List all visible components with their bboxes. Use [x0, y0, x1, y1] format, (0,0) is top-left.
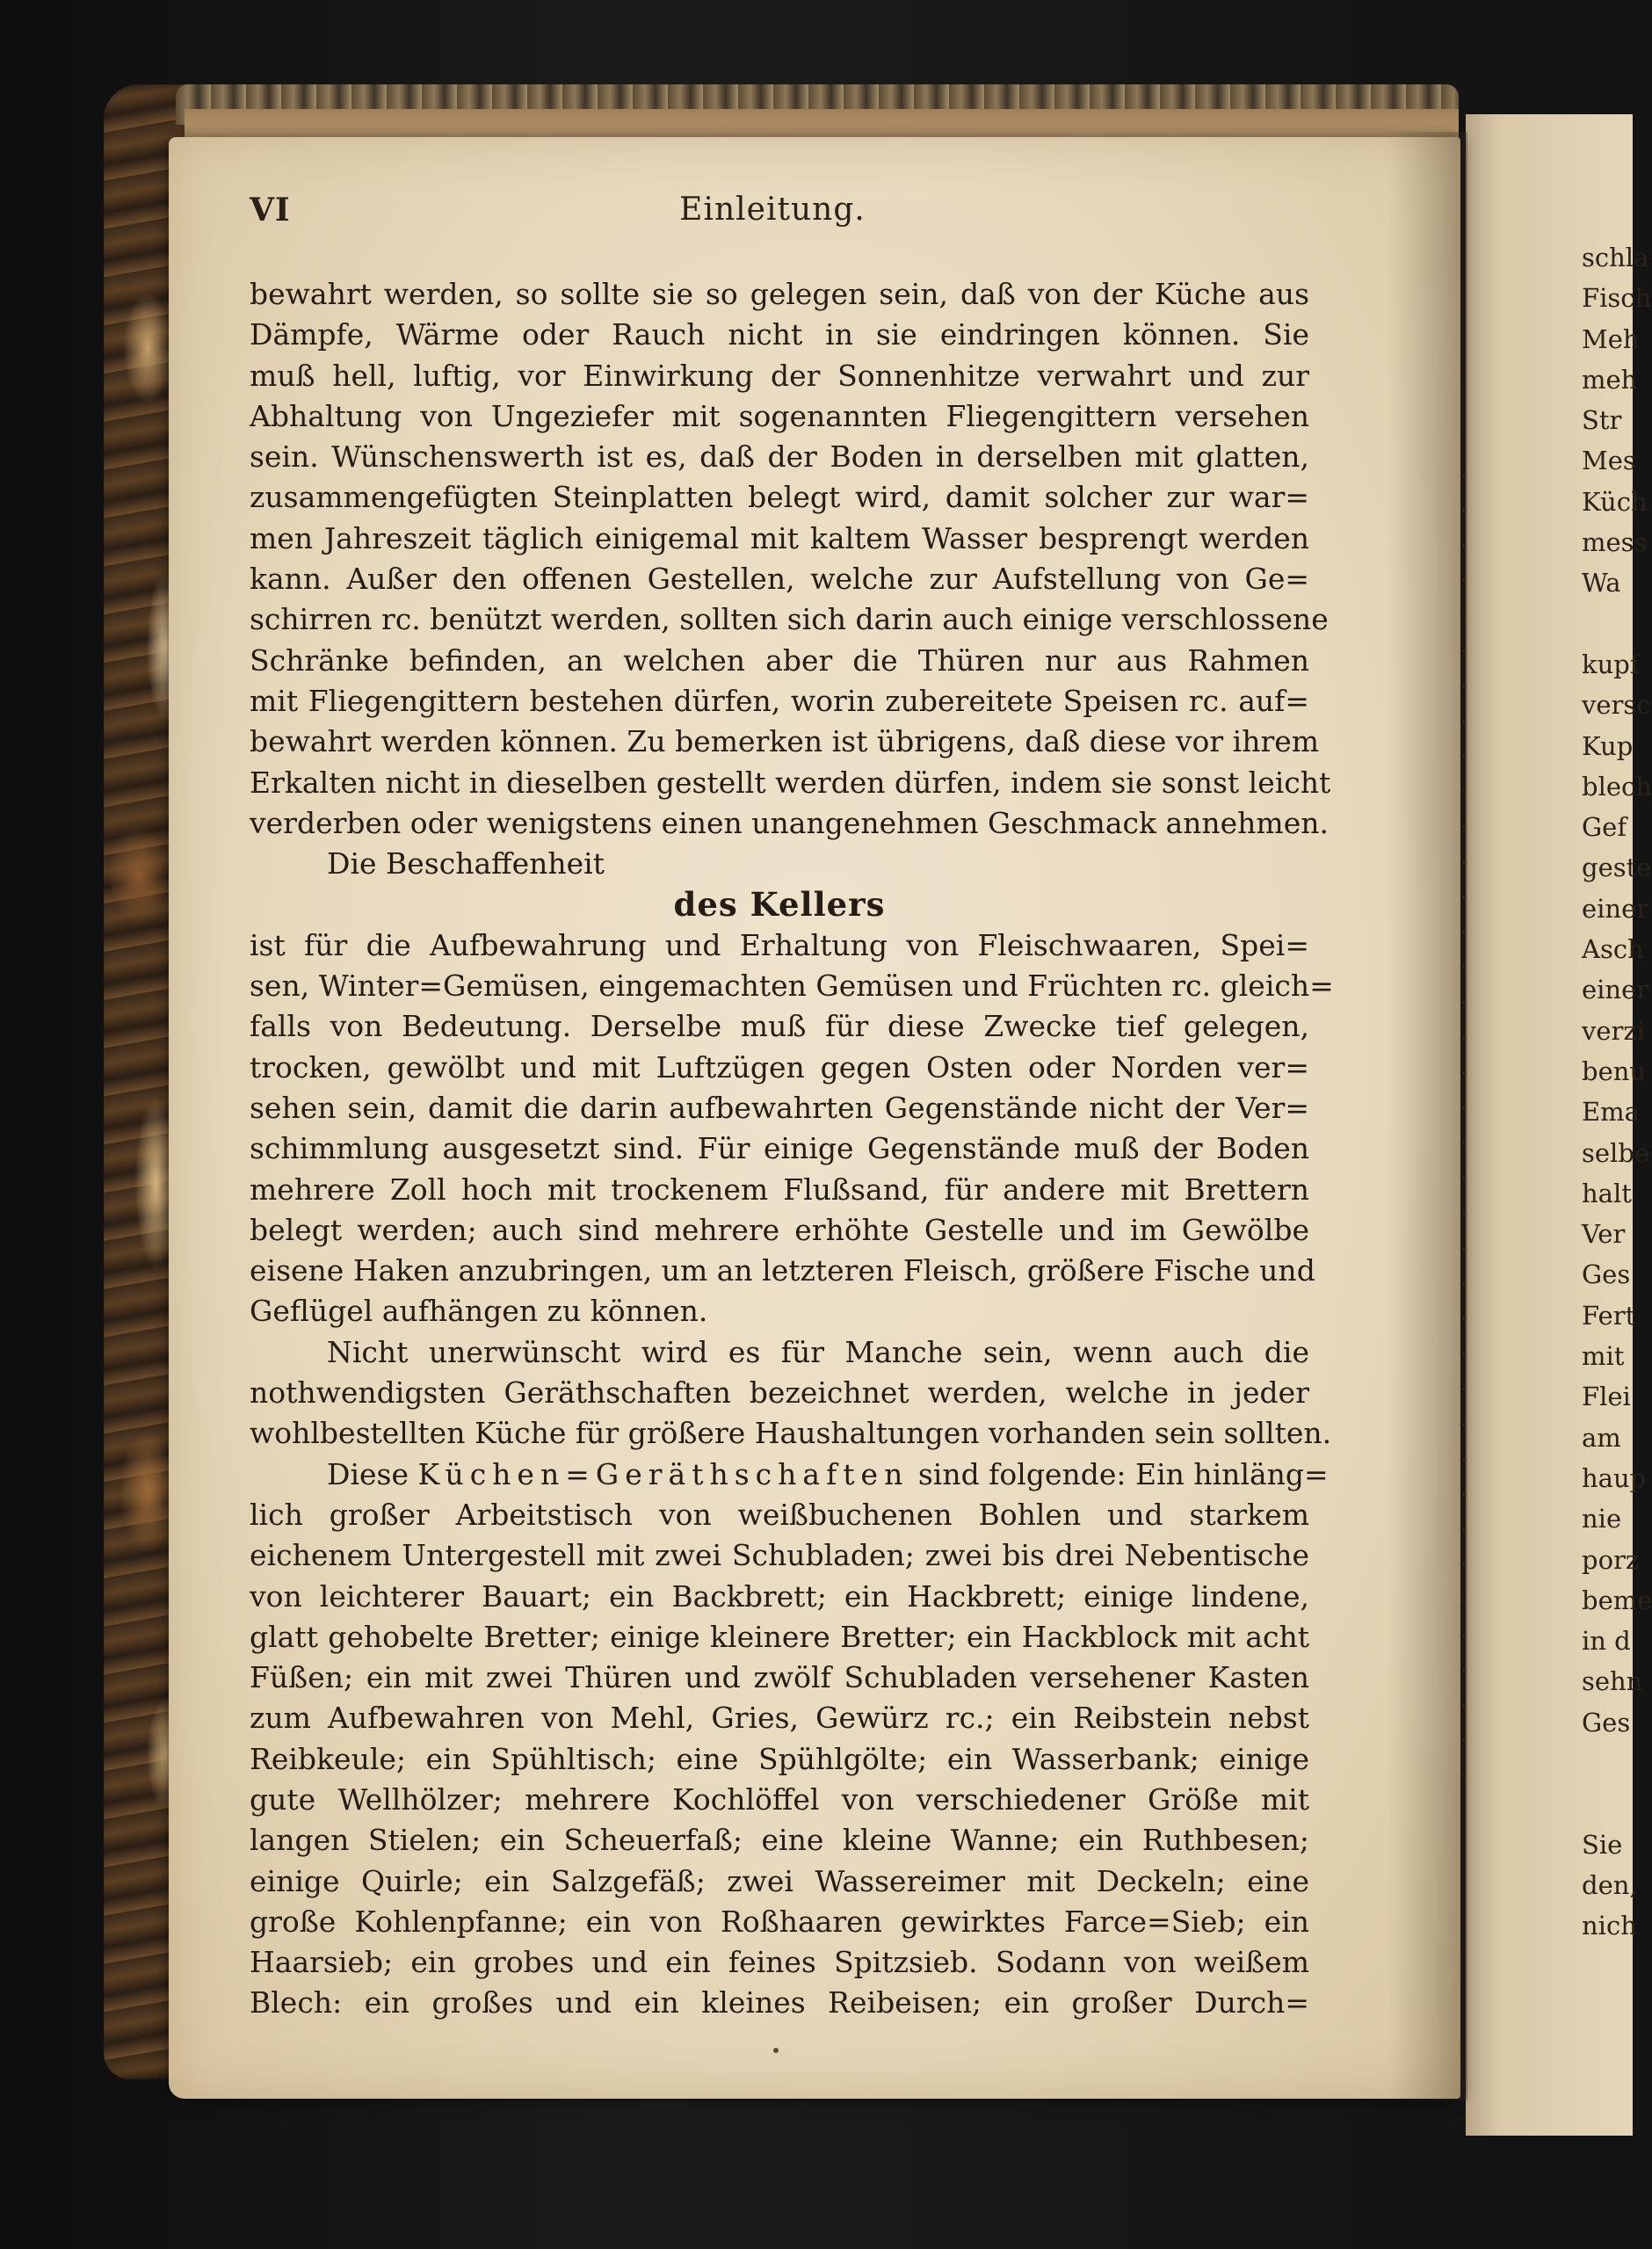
text-line: Die Beschaffenheit: [327, 846, 605, 881]
text-line: bewahrt werden können. Zu bemerken ist übrigens, daß diese vor ihrem: [250, 724, 1320, 759]
facing-line: am: [1582, 1422, 1621, 1453]
facing-line: blech: [1582, 771, 1652, 802]
text-line: von leichterer Bauart; ein Backbrett; ein Hackbrett; einige lindene,: [250, 1578, 1309, 1614]
facing-line: halt: [1582, 1178, 1632, 1208]
text-line: Dämpfe, Wärme oder Rauch nicht in sie eindringen können. Sie: [250, 317, 1309, 352]
facing-line: sehn: [1582, 1666, 1643, 1697]
text-line: nothwendigsten Geräthschaften bezeichnet werden, welche in jeder: [250, 1375, 1309, 1411]
ink-speck: [773, 2048, 779, 2053]
text-line: belegt werden; auch sind mehrere erhöhte Gestelle und im Gewölbe: [250, 1212, 1309, 1247]
facing-line: Gef: [1582, 812, 1627, 843]
text-line: zum Aufbewahren von Mehl, Gries, Gewürz rc.; ein Reibstein nebst: [250, 1701, 1309, 1736]
facing-page-text: [1582, 237, 1652, 1946]
text-line: [250, 1455, 1329, 1495]
facing-line: Ema: [1582, 1097, 1640, 1128]
facing-line: mess: [1582, 527, 1648, 558]
facing-line: Fisch: [1582, 283, 1652, 314]
text-line: bewahrt werden, so sollte sie so gelegen sein, daß von der Küche aus: [250, 277, 1309, 311]
facing-gap: [1582, 1743, 1633, 1783]
text-line: eisene Haken anzubringen, um an letzteren Fleisch, größere Fische und: [250, 1253, 1315, 1288]
facing-line: verzi: [1582, 1015, 1645, 1046]
facing-line: selbe: [1582, 1137, 1650, 1168]
text-line: kann. Außer den offenen Gestellen, welche zur Aufstellung von Ge=: [250, 562, 1309, 597]
text-line: verderben oder wenigstens einen unangenehmen Geschmack annehmen.: [250, 805, 1329, 840]
facing-line: Sie: [1582, 1829, 1623, 1860]
facing-line: Flei: [1582, 1382, 1631, 1412]
running-head: Einleitung.: [679, 192, 866, 228]
text-line: Nicht unerwünscht wird es für Manche sein, wenn auch die: [327, 1334, 1309, 1369]
text-line: Reibkeule; ein Spühltisch; eine Spühlgölte; ein Wasserbank; einige: [250, 1741, 1309, 1776]
text-line: schirren rc. benützt werden, sollten sich darin auch einige verschlossene: [250, 602, 1329, 637]
facing-line: versc: [1582, 690, 1651, 721]
facing-line: einer: [1582, 893, 1649, 924]
text-line: trocken, gewölbt und mit Luftzügen gegen Osten oder Norden ver=: [250, 1049, 1309, 1085]
page-header: [250, 192, 1295, 241]
text-line: Schränke befinden, an welchen aber die Thüren nur aus Rahmen: [250, 642, 1309, 678]
text-line: eichenem Untergestell mit zwei Schubladen; zwei bis drei Nebentische: [250, 1538, 1309, 1573]
facing-line: Wa: [1582, 568, 1621, 599]
facing-line: benu: [1582, 1056, 1647, 1086]
text-line: langen Stielen; ein Scheuerfaß; eine kleine Wanne; ein Ruthbesen;: [250, 1823, 1309, 1858]
facing-line: geste: [1582, 852, 1652, 883]
facing-line: nich: [1582, 1911, 1637, 1941]
facing-line: schla: [1582, 243, 1649, 272]
section-heading-keller: des Kellers: [673, 885, 886, 925]
facing-line: Ges: [1582, 1707, 1631, 1738]
text-line: schimmlung ausgesetzt sind. Für einige Gegenstände muß der Boden: [250, 1131, 1309, 1166]
spaced-term: Küchen=Geräthschaften: [417, 1456, 909, 1491]
facing-line: Asch: [1582, 934, 1644, 965]
text-line: Geflügel aufhängen zu können.: [250, 1294, 708, 1329]
facing-gap: [1582, 604, 1633, 644]
text-line: große Kohlenpfanne; ein von Roßhaaren gewirktes Farce=Sieb; ein: [250, 1904, 1309, 1939]
text-line: gute Wellhölzer; mehrere Kochlöffel von verschiedener Größe mit: [250, 1781, 1309, 1817]
text-line: glatt gehobelte Bretter; einige kleinere Bretter; ein Hackblock mit acht: [250, 1619, 1309, 1654]
facing-line: beme: [1582, 1585, 1652, 1615]
text-line: falls von Bedeutung. Derselbe muß für diese Zwecke tief gelegen,: [250, 1009, 1309, 1044]
text-line: lich großer Arbeitstisch von weißbuchenen Bohlen und starkem: [250, 1497, 1309, 1532]
facing-line: Meh: [1582, 323, 1640, 354]
facing-line: Küch: [1582, 486, 1648, 517]
text-line: Haarsieb; ein grobes und ein feines Spitzsieb. Sodann von weißem: [250, 1945, 1309, 1980]
text-line: men Jahreszeit täglich einigemal mit kaltem Wasser besprengt werden: [250, 520, 1309, 555]
text-line: Blech: ein großes und ein kleines Reibeisen; ein großer Durch=: [250, 1985, 1309, 2020]
page-body: [250, 274, 1334, 2024]
facing-line: haup: [1582, 1462, 1647, 1493]
text-line: Abhaltung von Ungeziefer mit sogenannten Fliegengittern versehen: [250, 398, 1309, 433]
text-line: Erkalten nicht in dieselben gestellt werden dürfen, indem sie sonst leicht: [250, 765, 1331, 800]
text-segment: Diese: [327, 1456, 409, 1491]
text-line: muß hell, luftig, vor Einwirkung der Sonnenhitze verwahrt und zur: [250, 358, 1309, 393]
text-line: wohlbestellten Küche für größere Haushaltungen vorhanden sein sollten.: [250, 1416, 1332, 1451]
facing-gap: [1582, 1783, 1633, 1824]
facing-line: Ver: [1582, 1219, 1626, 1250]
facing-line: kupf: [1582, 649, 1640, 679]
facing-line: porz: [1582, 1544, 1640, 1575]
facing-line: Str: [1582, 405, 1622, 436]
text-line: sehen sein, damit die darin aufbewahrten Gegenstände nicht der Ver=: [250, 1090, 1309, 1125]
text-line: mehrere Zoll hoch mit trockenem Flußsand, für andere mit Brettern: [250, 1172, 1309, 1207]
text-line: ist für die Aufbewahrung und Erhaltung von Fleischwaaren, Spei=: [250, 927, 1309, 962]
facing-line: meh: [1582, 364, 1638, 395]
text-line: einige Quirle; ein Salzgefäß; zwei Wassereimer mit Deckeln; eine: [250, 1863, 1309, 1898]
facing-line: Ges: [1582, 1259, 1631, 1290]
text-line: sein. Wünschenswerth ist es, daß der Boden in derselben mit glatten,: [250, 439, 1309, 475]
facing-line: Mes: [1582, 446, 1636, 476]
facing-line: nie: [1582, 1504, 1622, 1534]
text-line: mit Fliegengittern bestehen dürfen, worin zubereitete Speisen rc. auf=: [250, 683, 1309, 718]
facing-line: einer: [1582, 975, 1649, 1005]
text-line: Füßen; ein mit zwei Thüren und zwölf Schubladen versehener Kasten: [250, 1660, 1309, 1695]
facing-line: den,: [1582, 1869, 1638, 1900]
gutter-shadow: [1388, 132, 1467, 2100]
page-number: VI: [250, 192, 291, 229]
facing-line: in d: [1582, 1626, 1631, 1657]
text-segment: sind folgende: Ein hinläng=: [917, 1456, 1329, 1491]
text-line: sen, Winter=Gemüsen, eingemachten Gemüsen und Früchten rc. gleich=: [250, 969, 1334, 1004]
facing-line: Fert: [1582, 1300, 1636, 1331]
facing-line: mit: [1582, 1341, 1625, 1372]
text-line: zusammengefügten Steinplatten belegt wird, damit solcher zur war=: [250, 480, 1309, 515]
facing-line: Kup: [1582, 730, 1634, 761]
